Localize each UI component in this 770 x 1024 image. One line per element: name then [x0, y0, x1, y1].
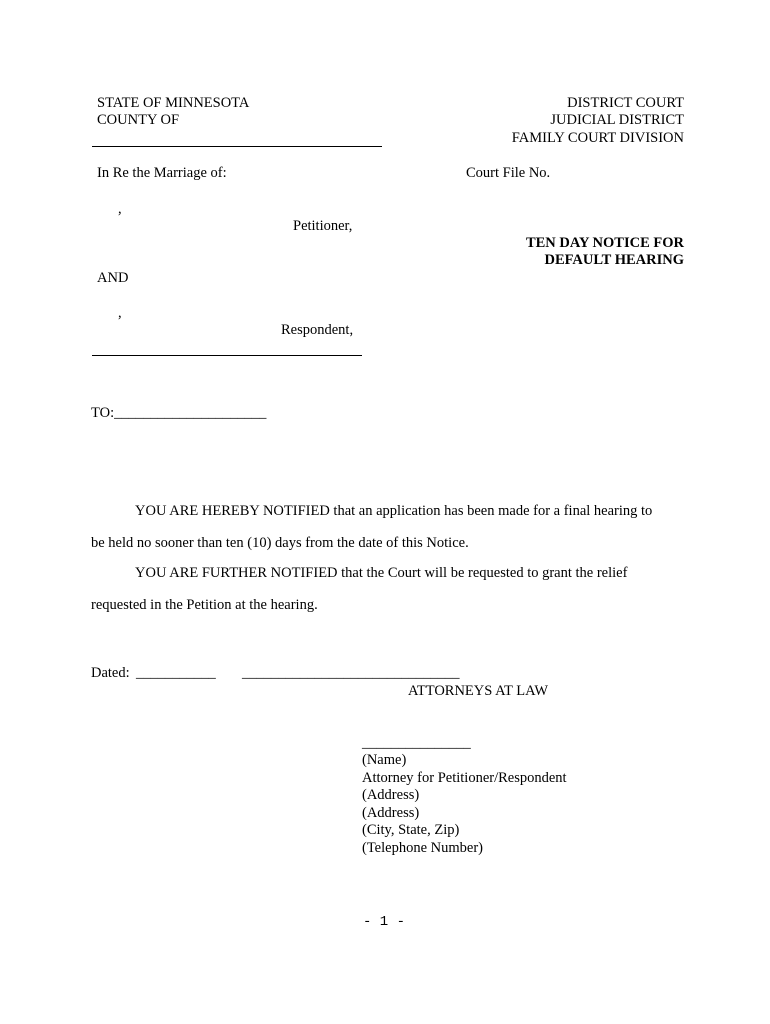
attorney-for-label: Attorney for Petitioner/Respondent [362, 770, 567, 786]
in-re-label: In Re the Marriage of: [97, 165, 227, 181]
respondent-name-comma: , [118, 305, 122, 321]
paragraph1-line1: YOU ARE HEREBY NOTIFIED that an application has been made for a final hearing to [135, 503, 653, 519]
court-file-label: Court File No. [466, 165, 551, 181]
county-underline [92, 146, 382, 147]
name-label: (Name) [362, 752, 407, 768]
address1-label: (Address) [362, 787, 420, 803]
paragraph1-line2: be held no sooner than ten (10) days from the date of this Notice. [91, 535, 469, 551]
document-title-line1: TEN DAY NOTICE FOR [525, 235, 684, 251]
caption-underline [92, 355, 362, 356]
signature-blank: ______________________________ [242, 665, 460, 681]
petitioner-label: Petitioner, [293, 218, 353, 234]
name-blank: _______________ [362, 735, 471, 751]
document-title-line2: DEFAULT HEARING [544, 252, 684, 268]
division-label: FAMILY COURT DIVISION [511, 130, 684, 146]
city-state-zip-label: (City, State, Zip) [362, 822, 460, 838]
page-number: - 1 - [363, 914, 406, 930]
state-label: STATE OF MINNESOTA [97, 95, 250, 111]
respondent-label: Respondent, [281, 322, 354, 338]
and-label: AND [97, 270, 129, 286]
district-label: JUDICIAL DISTRICT [550, 112, 684, 128]
court-label: DISTRICT COURT [567, 95, 684, 111]
petitioner-name-comma: , [118, 201, 122, 217]
to-line: TO:_____________________ [91, 405, 267, 421]
paragraph2-line1: YOU ARE FURTHER NOTIFIED that the Court will be requested to grant the relief [135, 565, 628, 581]
dated-label: Dated: [91, 665, 130, 681]
telephone-label: (Telephone Number) [362, 840, 483, 856]
dated-blank: ___________ [136, 665, 216, 681]
attorneys-at-law-label: ATTORNEYS AT LAW [408, 683, 549, 699]
address2-label: (Address) [362, 805, 420, 821]
county-label: COUNTY OF [97, 112, 180, 128]
paragraph2-line2: requested in the Petition at the hearing. [91, 597, 318, 613]
